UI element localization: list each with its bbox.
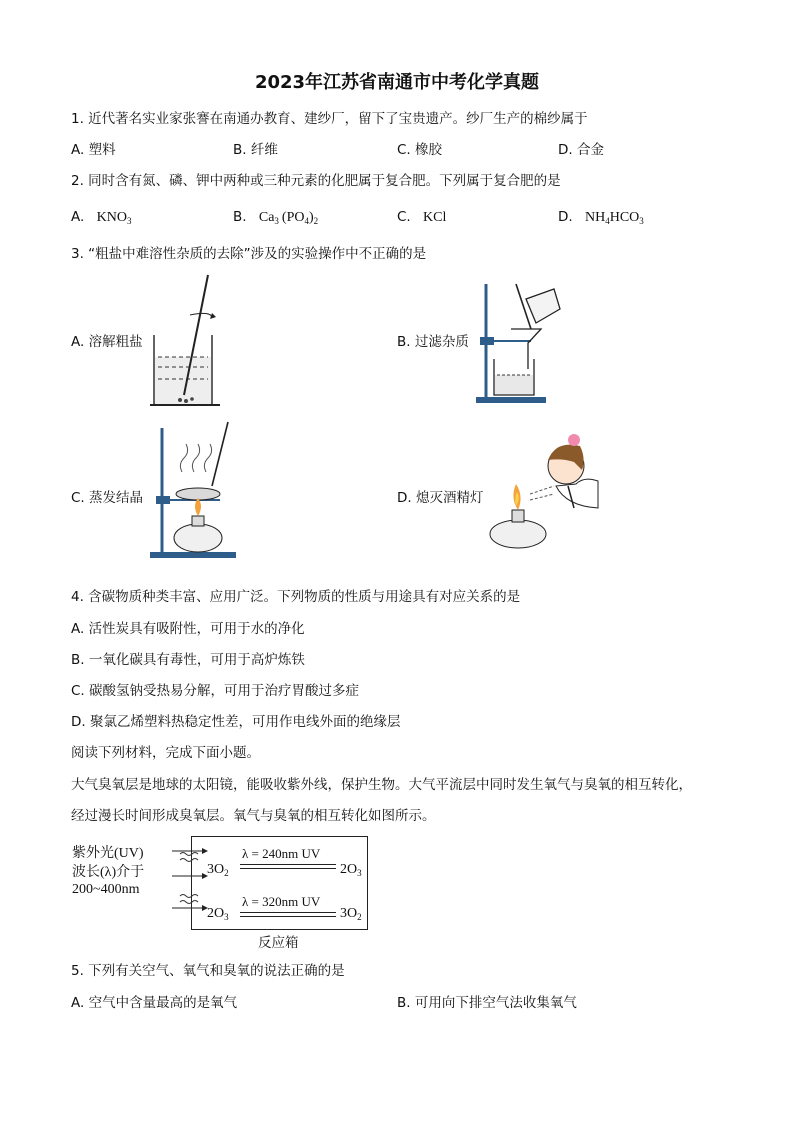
formula-text: 3O	[340, 906, 358, 921]
reaction-2-product	[340, 906, 362, 922]
reaction-2-double-line-top	[240, 912, 336, 913]
reaction-1-double-line-bottom	[240, 868, 336, 869]
uv-label-line-1: 紫外光(UV)	[72, 846, 144, 861]
formula-sub: 3	[126, 216, 132, 226]
reading-paragraph-line-2: 经过漫长时间形成臭氧层。氧气与臭氧的相互转化如图所示。	[71, 808, 436, 824]
q2-formula-a	[97, 210, 132, 225]
q3-option-d: D. 熄灭酒精灯	[397, 490, 484, 506]
q1-option-b: B. 纤维	[233, 142, 278, 158]
ozone-reaction-diagram	[72, 836, 372, 954]
formula-text: )	[308, 210, 314, 225]
q3-option-c: C. 蒸发结晶	[71, 490, 144, 506]
formula-sub: 3	[357, 868, 362, 878]
question-5-stem: 5. 下列有关空气、氧气和臭氧的说法正确的是	[71, 963, 345, 979]
q1-option-a: A. 塑料	[71, 142, 116, 158]
q4-option-b: B. 一氧化碳具有毒性，可用于高炉炼铁	[71, 652, 305, 668]
formula-sub: 4	[304, 216, 309, 226]
formula-text: 2O	[340, 862, 358, 877]
q2-formula-d	[585, 210, 644, 225]
q2-option-b-letter: B.	[233, 209, 247, 225]
q2-option-b	[233, 208, 318, 230]
formula-sub: 3	[274, 216, 279, 226]
q2-option-a-letter: A.	[71, 209, 85, 225]
question-4-stem: 4. 含碳物质种类丰富、应用广泛。下列物质的性质与用途具有对应关系的是	[71, 589, 521, 605]
q3-option-a: A. 溶解粗盐	[71, 334, 143, 350]
reaction-1-reactant	[207, 862, 229, 878]
formula-text: (PO	[281, 210, 305, 225]
q4-option-a: A. 活性炭具有吸附性，可用于水的净化	[71, 621, 305, 637]
beaker-stirring-illustration	[150, 275, 220, 410]
q5-option-b: B. 可用向下排空气法收集氧气	[397, 995, 577, 1011]
q5-option-a: A. 空气中含量最高的是氧气	[71, 995, 238, 1011]
formula-text: 2O	[207, 906, 225, 921]
q2-option-c	[397, 208, 446, 227]
reaction-1-double-line-top	[240, 864, 336, 865]
evaporation-setup-illustration	[150, 420, 240, 560]
question-3-stem: 3. “粗盐中难溶性杂质的去除”涉及的实验操作中不正确的是	[71, 246, 427, 262]
formula-text: KNO	[96, 210, 127, 225]
q1-option-d: D. 合金	[558, 142, 604, 158]
reaction-1-product	[340, 862, 362, 878]
formula-sub: 3	[639, 216, 644, 226]
filtration-setup-illustration	[476, 279, 566, 404]
formula-sub: 4	[605, 216, 610, 226]
formula-text: 3O	[207, 862, 225, 877]
reaction-1-condition: λ = 240nm UV	[242, 846, 321, 861]
q2-option-a	[71, 208, 131, 230]
formula-sub: 2	[224, 868, 229, 878]
uv-label-line-2: 波长(λ)介于	[72, 865, 145, 880]
q2-option-c-letter: C.	[397, 209, 411, 225]
q1-option-c: C. 橡胶	[397, 142, 443, 158]
page-title: 2023年江苏省南通市中考化学真题	[254, 72, 540, 93]
q2-formula-b	[259, 210, 318, 225]
formula-sub: 2	[313, 216, 319, 226]
reaction-box-caption: 反应箱	[258, 935, 299, 951]
reading-intro: 阅读下列材料，完成下面小题。	[71, 745, 260, 761]
reaction-2-reactant	[207, 906, 229, 922]
formula-text: Ca	[258, 210, 275, 225]
formula-sub: 2	[357, 912, 362, 922]
q4-option-c: C. 碳酸氢钠受热易分解，可用于治疗胃酸过多症	[71, 683, 360, 699]
uv-label-line-3: 200~400nm	[72, 882, 140, 897]
q2-formula-c: KCl	[423, 210, 447, 225]
formula-text: NH	[584, 210, 606, 225]
question-1-stem: 1. 近代著名实业家张謇在南通办教育、建纱厂，留下了宝贵遗产。纱厂生产的棉纱属于	[71, 111, 588, 127]
blow-out-lamp-illustration	[486, 436, 601, 556]
q3-option-b: B. 过滤杂质	[397, 334, 469, 350]
formula-text: HCO	[609, 210, 640, 225]
formula-sub: 3	[224, 912, 229, 922]
reaction-2-double-line-bottom	[240, 916, 336, 917]
q2-option-d	[558, 208, 644, 230]
reaction-2-condition: λ = 320nm UV	[242, 894, 321, 909]
q2-option-d-letter: D.	[558, 209, 573, 225]
question-2-stem: 2. 同时含有氮、磷、钾中两种或三种元素的化肥属于复合肥。下列属于复合肥的是	[71, 173, 561, 189]
q4-option-d: D. 聚氯乙烯塑料热稳定性差，可用作电线外面的绝缘层	[71, 714, 401, 730]
reading-paragraph-line-1: 大气臭氧层是地球的太阳镜，能吸收紫外线，保护生物。大气平流层中同时发生氧气与臭氧的相互转化，	[71, 777, 692, 793]
